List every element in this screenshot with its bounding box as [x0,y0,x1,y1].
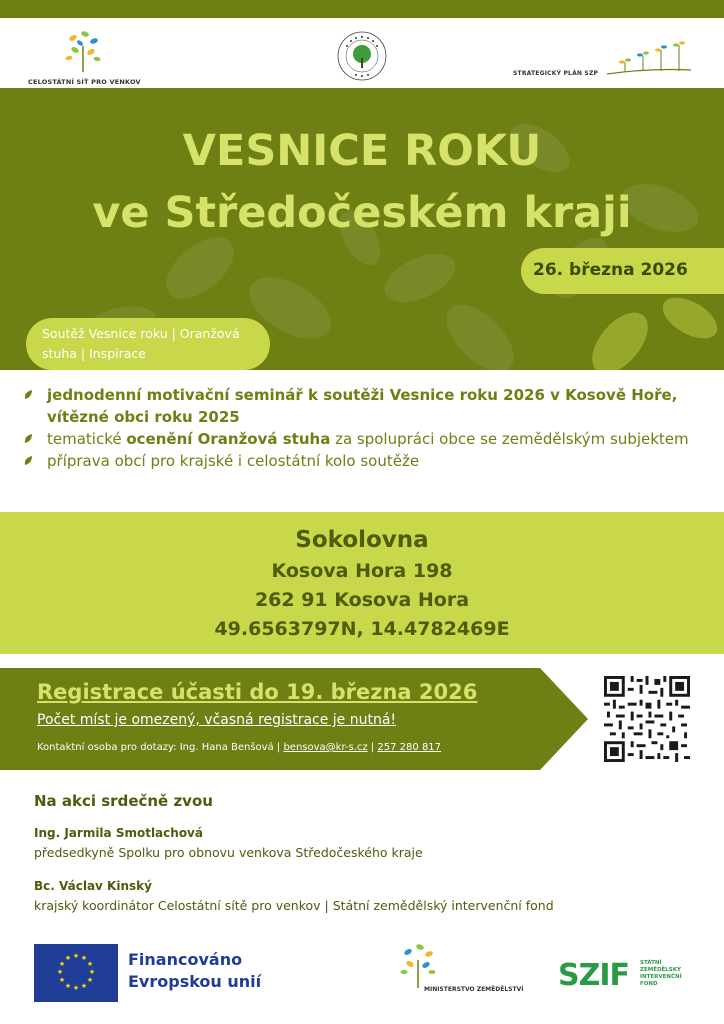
contact-prefix: Kontaktní osoba pro dotazy: Ing. Hana Benšová | [37,742,284,753]
svg-text:★: ★ [72,984,80,992]
szif-logo [558,958,708,998]
svg-text:★: ★ [86,976,94,984]
svg-text:★: ★ [58,960,66,968]
szif-line: FOND [640,981,658,987]
venue-gps: 49.6563797N, 14.4782469E [214,618,510,640]
bullet-text: jednodenní motivační seminář k soutěži Vesnice roku 2026 v Kosově Hoře, vítězné obci roku 2025 [47,386,678,426]
logo-left-caption: CELOSTÁTNÍ SÍŤ PRO VENKOV [28,78,141,86]
ministerstvo-zemedelstvi-logo [398,942,524,1002]
event-date: 26. března 2026 [533,260,688,280]
szif-line: ZEMĚDĚLSKÝ [640,967,682,973]
svg-text:★: ★ [64,982,72,990]
szif-abbr: SZIF [558,958,630,993]
eu-flag-icon [34,944,118,1002]
spolek-seal-icon [336,30,388,82]
list-item [24,450,714,472]
logo-row [0,18,724,88]
celostatni-sit-logo [28,28,141,86]
venue-street: Kosova Hora 198 [271,560,453,582]
top-bar [0,0,724,18]
event-tags: Soutěž Vesnice roku | Oranžová stuha | Inspirace [42,326,240,361]
tags-badge [26,318,270,370]
registration-deadline-link[interactable]: Registrace účasti do 19. března 2026 [37,680,478,704]
eu-funding-line1: Financováno [128,950,243,969]
contact-email-link[interactable]: bensova@kr-s.cz [283,742,368,753]
szif-line: INTERVENČNÍ [640,974,682,980]
venue-name: Sokolovna [295,527,429,553]
leaf-bullet-icon [24,455,33,466]
svg-text:★: ★ [58,976,66,984]
list-item [24,428,714,450]
date-badge [521,248,724,294]
person2-role: krajský koordinátor Celostátní sítě pro venkov | Státní zemědělský intervenční fond [34,898,554,913]
qr-code-icon[interactable] [604,676,690,762]
spolek-logo [336,30,388,82]
mze-caption: MINISTERSTVO ZEMĚDĚLSTVÍ [424,986,524,993]
svg-text:★: ★ [80,954,88,962]
hero-title-line1: VESNICE ROKU [182,126,542,176]
sprouts-icon [605,40,693,76]
svg-text:★: ★ [80,982,88,990]
footer-logos [0,940,724,1024]
svg-text:★: ★ [72,952,80,960]
person1-role: předsedkyně Spolku pro obnovu venkova Středočeského kraje [34,845,423,860]
svg-text:★: ★ [64,954,72,962]
strategicky-plan-logo [513,40,698,80]
leaf-bullet-icon [24,389,33,400]
szif-fullname [640,960,682,988]
bullet-text-post: za spolupráci obce se zemědělským subjektem [330,430,689,448]
venue-block [0,512,724,654]
registration-note: Počet míst je omezený, včasná registrace je nutná! [37,712,397,728]
venue-city: 262 91 Kosova Hora [254,589,470,611]
highlights-list [24,384,714,472]
contact-line [37,742,441,753]
bullet-text: příprava obcí pro krajské i celostátní kolo soutěže [47,452,420,470]
bullet-text-bold: ocenění Oranžová stuha [126,430,331,448]
logo-right-caption: STRATEGICKÝ PLÁN SZP [513,70,599,77]
invite-heading: Na akci srdečně zvou [34,792,213,810]
mze-tree-icon [398,942,438,988]
svg-text:★: ★ [86,960,94,968]
contact-phone-link[interactable]: 257 280 817 [377,742,442,753]
bullet-text-pre: tematické [47,430,127,448]
leaf-bullet-icon [24,433,33,444]
person1-name: Ing. Jarmila Smotlachová [34,826,203,840]
svg-text:★: ★ [56,968,64,976]
list-item [24,384,714,428]
szif-line: STÁTNÍ [640,960,662,966]
svg-text:★: ★ [88,968,96,976]
hero-title-line2: ve Středočeském kraji [92,188,632,238]
contact-separator: | [367,742,378,753]
eu-funding-line2: Evropskou unií [128,972,262,991]
tree-icon [63,28,103,72]
person2-name: Bc. Václav Kinský [34,879,152,893]
